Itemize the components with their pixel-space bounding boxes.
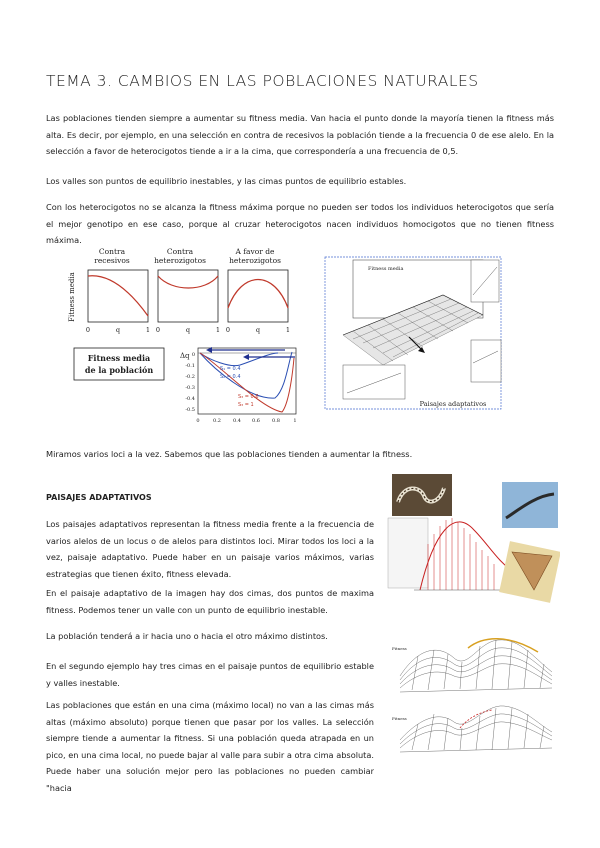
tick-2-1: 1 [215,326,221,334]
dq-xtick-2: 0.4 [233,418,241,424]
dq-xtick-1: 0.2 [213,418,221,424]
mesh-landscapes-figure [388,628,560,758]
paragraph-7 [46,628,374,645]
panel-title-3b: heterozigotos [229,256,281,265]
z-axis-label: Fitness media [368,266,404,272]
dq-curve-blue-1 [200,353,278,366]
panel-box-2 [158,270,218,322]
legend-s3b: S₃ = 1 [238,402,254,408]
paragraph-1-text: Las poblaciones tienden siempre a aumentar su fitness media. Van hacia el punto donde la mayoría tienen la fitness más alta. Es decir, por ejemplo, en una selección en contra de recesivos la población tiende a la frecuencia 0 de ese alelo. En la selección a favor de heterocigotos tiende a ir a la cima, que correspondería a una frecuencia de 0,5. [46,113,554,157]
panel-box-1 [88,270,148,322]
legend-s3a: S₃ = 0.6 [238,394,259,400]
dq-ytick-4: -0.4 [185,396,195,402]
paragraph-7-text: La población tenderá a ir hacia uno o hacia el otro máximo distintos. [46,631,328,641]
dq-ytick-2: -0.2 [185,374,195,380]
tick-3-1: 1 [285,326,291,334]
legend-s1: S₁ = 0.4 [220,366,241,372]
paragraph-4-text: Miramos varios loci a la vez. Sabemos que las poblaciones tienden a aumentar la fitness. [46,449,413,459]
curve-contra-heterozigotos [158,276,218,288]
tick-3-q: q [255,326,261,334]
delta-q-label: Δq [180,352,190,360]
paragraph-3-text: Con los heterocigotos no se alcanza la fitness máxima porque no pueden ser todos los individuos heterocigotos que sería el mejor genotipo en ese caso, porque al cruzar heterocigotos nacen individuos homocigotos que no tienen fitness máxima. [46,202,554,246]
paragraph-6 [46,585,374,618]
snake-landscape-collage [384,472,560,612]
paragraph-6-text: En el paisaje adaptativo de la imagen hay dos cimas, dos puntos de maxima fitness. Podemos tener un valle con un punto de equilibrio inestable. [46,588,374,615]
paragraph-9-text: Las poblaciones que están en una cima (máximo local) no van a las cimas más altas (máximo absoluto) porque tienen que pasar por los valles. La selección siempre tiende a aumentar la fitness. Si una población queda atrapada en un pico, en una cima local, no puede bajar al valle para subir a otra cima absoluta. Puede haber una solución mejor pero las poblaciones no pueden cambiar "hacia [46,700,374,793]
dq-xtick-3: 0.6 [252,418,260,424]
dq-xtick-4: 0.8 [272,418,280,424]
dq-ytick-0: 0 [191,352,195,358]
panel-title-2b: heterozigotos [154,256,206,265]
tick-3-0: 0 [225,326,231,334]
tick-2-q: q [185,326,191,334]
panel-title-1a: Contra [98,247,126,256]
dq-xtick-5: 1 [293,418,297,424]
paragraph-9 [46,697,374,797]
panel-box-3 [228,270,288,322]
mesh-bottom [400,706,552,752]
mesh-bottom-path [460,710,492,728]
paragraph-1 [46,110,554,160]
tick-2-0: 0 [155,326,161,334]
paragraph-4 [46,446,554,463]
paragraph-2-text: Los valles son puntos de equilibrio inestables, y las cimas puntos de equilibrio estables. [46,176,407,186]
mesh-label-bottom: Fitness [392,716,407,721]
dq-curve-blue-2 [200,352,292,398]
box-label-2: de la población [84,365,154,375]
fitness-curves-figure [60,240,300,425]
dq-ytick-1: -0.1 [185,363,195,369]
paragraph-5 [46,516,374,582]
panel-title-3a: A favor de [235,247,275,256]
snake-photo-2 [502,482,558,528]
curve-favor-heterozigotos [228,280,288,309]
curve-contra-recesivos [88,276,148,316]
box-label-1: Fitness media [87,353,151,363]
panel-title-1b: recesivos [94,256,130,265]
dq-xtick-0: 0 [196,418,200,424]
landscape-caption: Paisajes adaptativos [419,400,487,408]
dq-ytick-5: -0.5 [185,407,195,413]
tick-1-q: q [115,326,121,334]
panel-title-2a: Contra [166,247,194,256]
section-heading: PAISAJES ADAPTATIVOS [46,493,152,502]
paragraph-8-text: En el segundo ejemplo hay tres cimas en el paisaje puntos de equilibrio estable y valles inestable. [46,661,374,688]
mesh-label-top: Fitness [392,646,407,651]
page-title: TEMA 3. CAMBIOS EN LAS POBLACIONES NATURALES [46,72,479,90]
fitness-ylabel: Fitness media [68,272,76,322]
paragraph-8 [46,658,374,691]
adaptive-landscape-3d-figure [323,255,503,415]
paragraph-5-text: Los paisajes adaptativos representan la fitness media frente a la frecuencia de varios alelos de un locus o de alelos para distintos loci. Mirar todos los loci a la vez, paisaje adaptativo. Puede haber en un paisaje varios máximos, varias estrategias que tienen éxito, fitness elevada. [46,519,374,579]
dq-ytick-3: -0.3 [185,385,195,391]
tick-1-0: 0 [85,326,91,334]
tick-1-1: 1 [145,326,151,334]
paragraph-2 [46,173,554,190]
legend-s2: S₂ = 0.4 [220,374,241,380]
